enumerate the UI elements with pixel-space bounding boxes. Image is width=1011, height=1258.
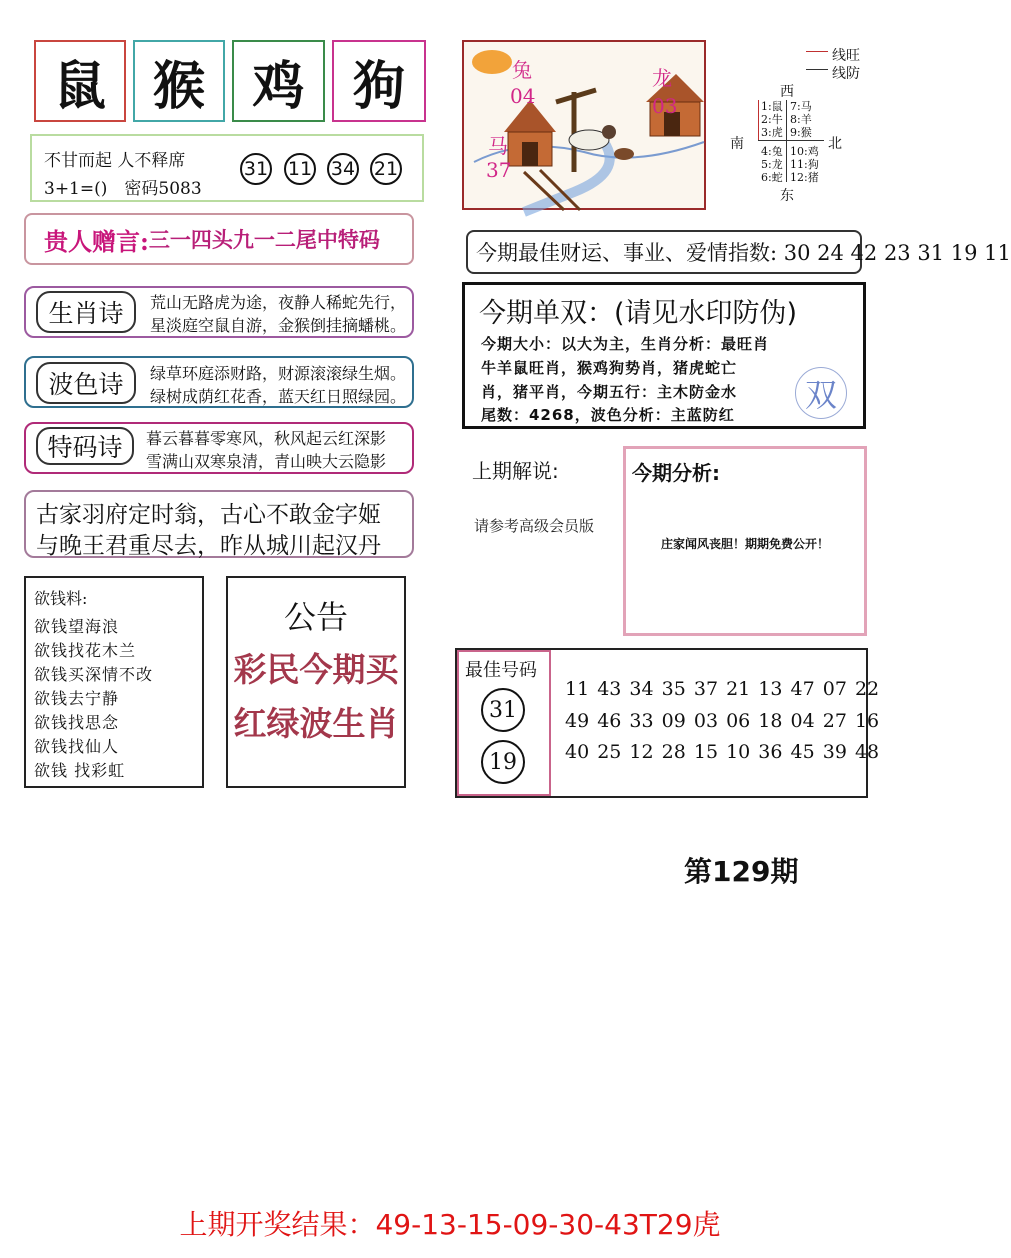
ancient-verse <box>24 490 414 558</box>
pic-zodiac: 马 <box>488 134 508 158</box>
poem-line: 暮云暮暮零寒风，秋风起云红深影 <box>146 429 387 448</box>
compass-west: 西 <box>780 84 794 100</box>
odd-even-row: 尾数：4268，波色分析：主蓝防红 <box>481 406 735 424</box>
info-ball: 34 <box>327 153 359 185</box>
money-row: 欲钱找花木兰 <box>34 641 137 660</box>
compass-cell: 8:羊 <box>790 113 812 126</box>
poem-line: 绿草环庭添财路，财源滚滚绿生烟。 <box>150 364 407 383</box>
notice-box <box>226 576 406 788</box>
zodiac-box-4: 狗 <box>332 40 426 122</box>
number-row: 11 43 34 35 37 21 13 47 07 22 <box>565 678 880 700</box>
compass-cell: 1:鼠 <box>761 100 783 113</box>
legend-lucky: 线旺 <box>832 48 860 64</box>
best-numbers-left <box>457 650 551 796</box>
last-period-label: 上期解说: <box>472 459 559 483</box>
compass-south: 南 <box>730 136 744 152</box>
info-box <box>30 134 424 202</box>
money-title: 欲钱料: <box>34 589 88 608</box>
ancient-line-1: 古家羽府定时翁，古心不敢金字姬 <box>36 502 381 528</box>
info-line-2: 3+1=() 密码5083 <box>44 179 202 199</box>
legend-black-line <box>806 69 828 70</box>
money-row: 欲钱望海浪 <box>34 617 120 636</box>
last-draw-result: 上期开奖结果：49-13-15-09-30-43T29虎 <box>179 1208 721 1241</box>
poem-line: 雪满山双寒泉清，青山映大云隐影 <box>146 452 387 471</box>
legend-guard: 线防 <box>832 66 860 82</box>
zodiac-box-2: 猴 <box>133 40 225 122</box>
poem-tag: 特码诗 <box>36 427 134 465</box>
issue-number: 第129期 <box>684 855 799 888</box>
money-row: 欲钱找思念 <box>34 713 120 732</box>
double-watermark: 双 <box>795 367 847 419</box>
info-ball: 31 <box>240 153 272 185</box>
poem-tag: 波色诗 <box>36 362 136 404</box>
legend-red-line <box>806 51 828 52</box>
compass-east: 东 <box>780 188 794 204</box>
compass-cell: 11:狗 <box>790 158 819 171</box>
special-poem <box>24 422 414 474</box>
number-row: 40 25 12 28 15 10 36 45 39 48 <box>565 741 880 763</box>
analysis-title: 今期分析: <box>632 461 720 485</box>
best-ball: 31 <box>481 688 525 732</box>
odd-even-row: 牛羊鼠旺肖，猴鸡狗势肖，猪虎蛇亡 <box>481 359 738 377</box>
analysis-body: 庄家闻风丧胆！期期免费公开！ <box>660 537 829 551</box>
compass-north: 北 <box>828 136 842 152</box>
best-ball: 19 <box>481 740 525 784</box>
compass-cell: 6:蛇 <box>761 171 783 184</box>
poem-line: 荒山无路虎为途，夜静人稀蛇先行， <box>150 293 407 312</box>
poem-line: 星淡庭空鼠自游，金猴倒挂摘蟠桃。 <box>150 316 407 335</box>
notice-line-2: 红绿波生肖 <box>233 704 399 743</box>
compass-cell: 9:猴 <box>790 126 812 139</box>
compass-cell: 12:猪 <box>790 171 819 184</box>
gift-banner <box>24 213 414 265</box>
poem-line: 绿树成荫红花香，蓝天红日照绿园。 <box>150 387 407 406</box>
money-row: 欲钱找仙人 <box>34 737 120 756</box>
pic-zodiac: 兔 <box>512 58 532 82</box>
notice-line-1: 彩民今期买 <box>233 650 399 689</box>
zodiac-box-3: 鸡 <box>232 40 325 122</box>
compass-cell: 3:虎 <box>761 126 783 139</box>
poem-tag: 生肖诗 <box>36 291 136 333</box>
pic-zodiac: 龙 <box>652 66 672 90</box>
info-ball: 11 <box>284 153 316 185</box>
zodiac-box-1: 鼠 <box>34 40 126 122</box>
direction-compass <box>728 45 888 210</box>
gift-text: 三一四头九一二尾中特码 <box>148 227 380 252</box>
odd-even-row: 今期大小：以大为主，生肖分析：最旺肖 <box>481 335 770 353</box>
info-line-1: 不甘而起 人不释席 <box>44 151 186 171</box>
compass-cell: 10:鸡 <box>790 145 819 158</box>
color-poem <box>24 356 414 408</box>
compass-cell: 5:龙 <box>761 158 783 171</box>
zodiac-poem <box>24 286 414 338</box>
odd-even-row: 肖，猪平肖，今期五行：主木防金水 <box>481 383 738 401</box>
best-numbers-label: 最佳号码 <box>465 660 537 681</box>
compass-cell: 7:马 <box>790 100 812 113</box>
ancient-line-2: 与晚王君重尽去，昨从城川起汉丹 <box>36 533 381 559</box>
money-row: 欲钱买深情不改 <box>34 665 154 684</box>
number-row: 49 46 33 09 03 06 18 04 27 16 <box>565 710 880 732</box>
notice-title: 公告 <box>283 598 348 636</box>
odd-even-heading: 今期单双：(请见水印防伪) <box>479 298 798 329</box>
money-box <box>24 576 204 788</box>
pic-number: 03 <box>652 94 678 118</box>
analysis-box <box>623 446 867 636</box>
pic-number: 37 <box>486 158 512 182</box>
gift-prefix: 贵人赠言: <box>44 226 149 256</box>
info-ball: 21 <box>370 153 402 185</box>
farm-illustration <box>462 40 706 210</box>
pic-number: 04 <box>510 84 536 108</box>
best-numbers-box <box>455 648 880 798</box>
fortune-index: 今期最佳财运、事业、爱情指数: 30 24 42 23 31 19 11 <box>466 230 862 274</box>
odd-even-box <box>462 282 866 429</box>
member-reference: 请参考高级会员版 <box>474 517 595 535</box>
compass-cell: 2:牛 <box>761 113 783 126</box>
compass-cell: 4:兔 <box>761 145 783 158</box>
money-row: 欲钱去宁静 <box>34 689 120 708</box>
money-row: 欲钱 找彩虹 <box>34 761 126 780</box>
